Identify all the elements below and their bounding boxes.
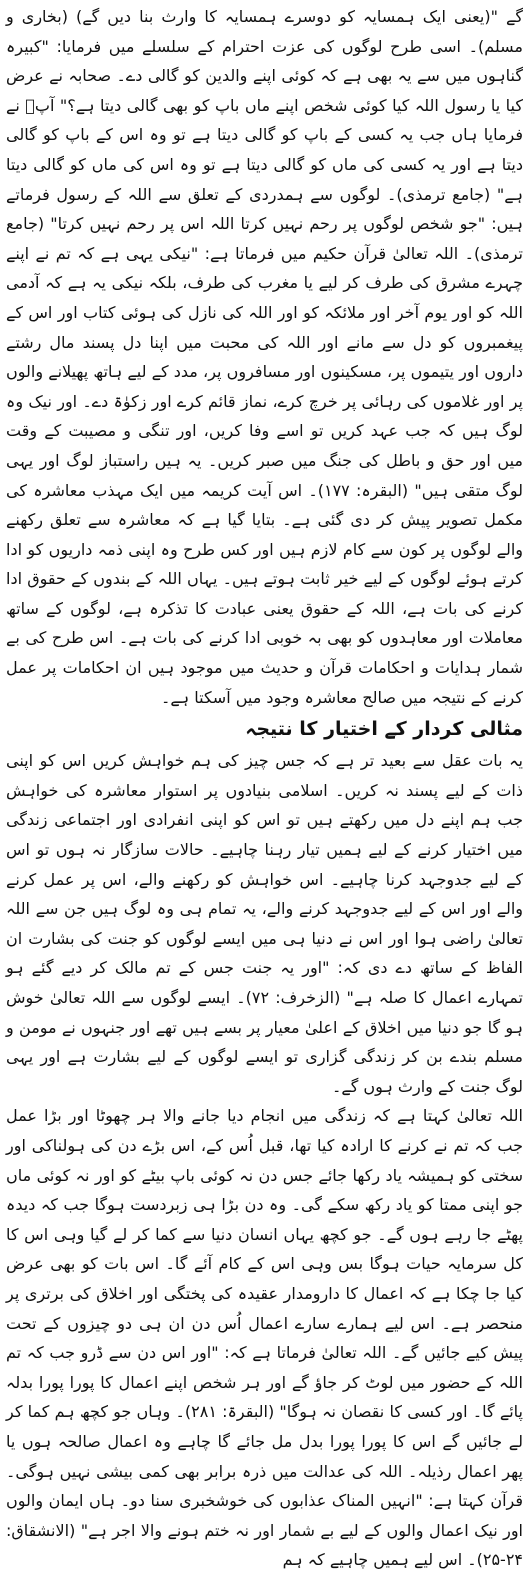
- section-heading: مثالی کردار کے اختیار کا نتیجہ: [245, 718, 523, 741]
- paragraph-3: اللہ تعالیٰ کہتا ہے کہ زندگی میں انجام دیا جانے والا ہر چھوٹا اور بڑا عمل جب کہ تم نے کرنے کا ارادہ کیا تھا، قبل اُس کے، اس بڑے دن کی ہولناکی اور سختی کو ہمیشہ یاد رکھا جائے جس دن نہ کوئی باپ بیٹے کو اور نہ کوئی ماں جو اپنی ممتا کو یاد رکھ سکے گی۔ وہ دن بڑا ہی زبردست ہوگا جب کہ دیدہ پھٹے جا رہے ہوں گے۔ جو کچھ یہاں انسان دنیا سے کما کر لے گیا وہی اس کا کل سرمایہ حیات ہوگا بس وہی اس کے کام آئے گا۔ اس بات کو بھی عرض کیا جا چکا ہے کہ اعمال کا دارومدار عقیدہ کی پختگی اور اخلاق کی برتری پر منحصر ہے۔ اس لیے ہمارے سارے اعمال اُس دن ان ہی دو چیزوں کے تحت پیش کیے جائیں گے۔ اللہ تعالیٰ فرماتا ہے کہ: "اور اس دن سے ڈرو جب کہ تم اللہ کے حضور میں لوٹ کر جاؤ گے اور ہر شخص اپنے اعمال کا پورا پورا بدلہ پائے گا۔ اور کسی کا نقصان نہ ہوگا" (البقرۃ: ۲۸۱)۔ وہاں جو کچھ ہم کما کر لے جائیں گے اس کا پورا پورا بدل مل جائے گا چاہے وہ اعمال صالحہ ہوں یا پھر اعمال رذیلہ۔ اللہ کی عدالت میں ذرہ برابر بھی کمی بیشی نہیں ہوگی۔ قرآن کہتا ہے: "انہیں المناک عذابوں کی خوشخبری سنا دو۔ ہاں ایمان والوں اور نیک اعمال والوں کے لیے بے شمار اور نہ ختم ہونے والا اجر ہے" (الانشقاق: ۲۴-۲۵)۔ اس لیے ہمیں چاہیے کہ ہم: [6, 1106, 524, 1570]
- paragraph-1: گے "(یعنی ایک ہمسایہ کو دوسرے ہمسایہ کا وارث بنا دیں گے) (بخاری و مسلم)۔ اسی طرح لوگوں کی عزت احترام کے سلسلے میں فرمایا: "کبیرہ گناہوں میں سے یہ بھی ہے کہ کوئی اپنے والدین کو گالی دے۔ صحابہ نے عرض کیا یا رسول اللہ کیا کوئی شخص اپنے ماں باپ کو بھی گالی دیتا ہے؟" آپؐ نے فرمایا ہاں جب یہ کسی کے باپ کو گالی دیتا ہے تو وہ اس کے باپ کو گالی دیتا ہے اور یہ کسی کی ماں کو گالی دیتا ہے تو وہ اس کی ماں کو گالی دیتا ہے" (جامع ترمذی)۔ لوگوں سے ہمدردی کے تعلق سے اللہ کے رسول فرماتے ہیں: "جو شخص لوگوں پر رحم نہیں کرتا اللہ اس پر رحم نہیں کرتا" (جامع ترمذی)۔ اللہ تعالیٰ قرآن حکیم میں فرماتا ہے: "نیکی یہی ہے کہ تم نے اپنے چہرے مشرق کی طرف کر لیے یا مغرب کی طرف، بلکہ نیکی یہ ہے کہ آدمی اللہ کو اور یوم آخر اور ملائکہ کو اور اللہ کی نازل کی ہوئی کتاب اور اس کے پیغمبروں کو دل سے مانے اور اللہ کی محبت میں اپنا دل پسند مال رشتے داروں اور یتیموں پر، مسکینوں اور مسافروں پر، مدد کے لیے ہاتھ پھیلانے والوں پر اور غلاموں کی رہائی پر خرچ کرے، نماز قائم کرے اور زکوٰۃ دے۔ اور نیک وہ لوگ ہیں کہ جب عہد کریں تو اسے وفا کریں، اور تنگی و مصیبت کے وقت میں اور حق و باطل کی جنگ میں صبر کریں۔ یہ ہیں راستباز لوگ اور یہی لوگ متقی ہیں" (البقرہ: ۱۷۷)۔ اس آیت کریمہ میں ایک مہذب معاشرہ کی مکمل تصویر پیش کر دی گئی ہے۔ بتایا گیا ہے کہ معاشرہ سے تعلق رکھنے والے لوگوں پر کون سے کام لازم ہیں اور کس طرح وہ اپنی ذمہ داریوں کو ادا کرتے ہوئے لوگوں کے لیے خیر ثابت ہوتے ہیں۔ یہاں اللہ کے بندوں کے حقوق ادا کرنے کی بات ہے، اللہ کے حقوق یعنی عبادت کا تذکرہ ہے، لوگوں کے ساتھ معاملات اور معاہدوں کو بھی بہ خوبی ادا کرنے کی بات ہے۔ اس طرح کی بے شمار ہدایات و احکامات قرآن و حدیث میں موجود ہیں ان احکامات پر عمل کرنے کے نتیجہ میں صالح معاشرہ وجود میں آسکتا ہے۔: [6, 7, 524, 707]
- paragraph-2: یہ بات عقل سے بعید تر ہے کہ جس چیز کی ہم خواہش کریں اس کو اپنی ذات کے لیے پسند نہ کریں۔ اسلامی بنیادوں پر استوار معاشرہ کی خواہش جب ہم اپنے دل میں رکھتے ہیں تو اس کو اپنی انفرادی اور اجتماعی زندگی میں اختیار کرنے کے لیے ہمیں تیار رہنا چاہیے۔ حالات سازگار نہ ہوں تو اس کے لیے جدوجہد کرنا چاہیے۔ اس خواہش کو رکھنے والے، اس پر عمل کرنے والے اور اس کے لیے جدوجہد کرنے والے، یہ تمام ہی وہ لوگ ہیں جن سے اللہ تعالیٰ راضی ہوا اور اس نے دنیا ہی میں ایسے لوگوں کو جنت کی بشارت ان الفاظ کے ساتھ دے دی کہ: "اور یہ جنت جس کے تم مالک کر دیے گئے ہو تمہارے اعمال کا صلہ ہے" (الزخرف: ۷۲)۔ ایسے لوگوں سے اللہ تعالیٰ خوش ہو گا جو دنیا میں اخلاق کے اعلیٰ معیار پر بسے ہیں تھے اور جنہوں نے مومن و مسلم بندے بن کر زندگی گزاری تو ایسے لوگوں کے لیے بشارت ہے اور یہی لوگ جنت کے وارث ہوں گے۔: [6, 751, 524, 1096]
